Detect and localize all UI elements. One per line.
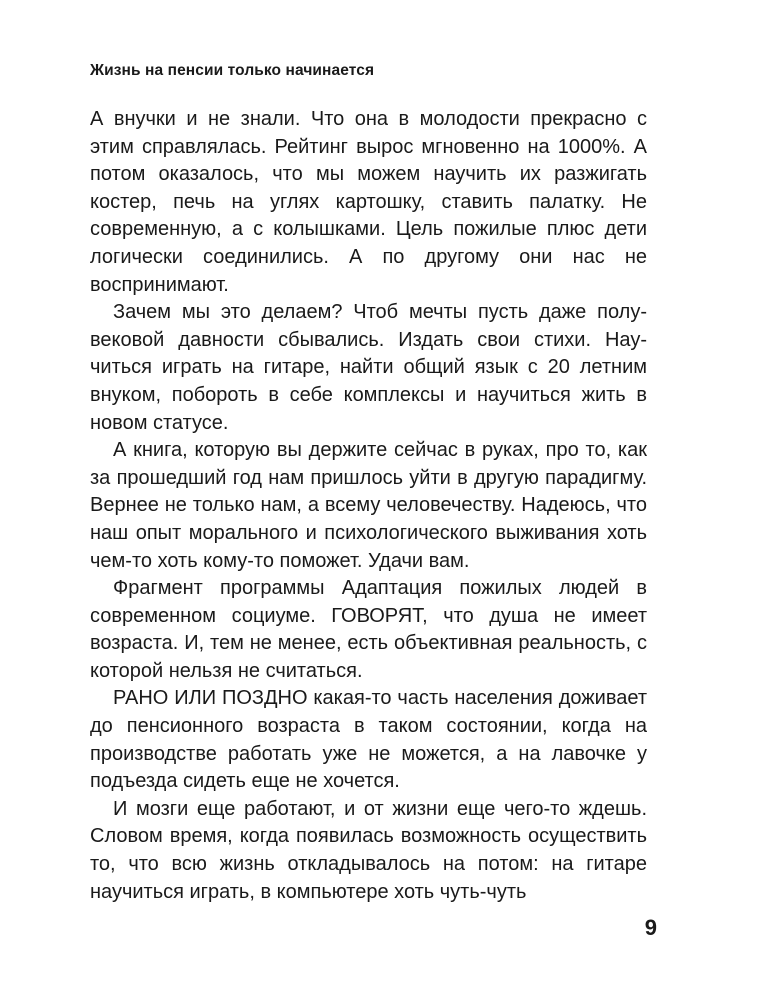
paragraph-5: РАНО ИЛИ ПОЗДНО какая-то часть населения доживает до пенсионного возраста в таком состоянии, когда на производстве работать уже не можется, а на лавочке у подъезда сидеть еще не хочется.: [90, 687, 647, 793]
paragraph-3: А книга, которую вы держите сейчас в руках, про то, как за прошедший год нам пришлось уйти в другую парадигму. Вернее не только нам, а всему человечеству. Надеюсь, что наш опыт морального и психологического выживания хоть чем-то хоть кому-то поможет. Удачи вам.: [90, 439, 647, 572]
running-header: Жизнь на пенсии только начинается: [90, 62, 375, 79]
paragraph-4: Фрагмент программы Адаптация пожилых людей в современном социуме. ГОВОРЯТ, что душа не имеет возраста. И, тем не менее, есть объективная реальность, с которой нельзя не считаться.: [90, 577, 647, 682]
page-number: 9: [644, 915, 657, 940]
body-text: [90, 106, 647, 906]
paragraph-6: И мозги еще работают, и от жизни еще чего-то ждешь. Словом время, когда появилась возможность осуществить то, что всю жизнь откладывалось на потом: на гитаре научиться играть, в компьютере хоть чуть-чуть: [90, 797, 647, 903]
paragraph-2: Зачем мы это делаем? Чтоб мечты пусть даже полувековой давности сбывались. Издать свои стихи. Научиться играть на гитаре, найти общий язык с 20 летним внуком, побороть в себе комплексы и научиться жить в новом статусе.: [90, 301, 647, 434]
paragraph-1: А внучки и не знали. Что она в молодости прекрасно с этим справлялась. Рейтинг вырос мгновенно на 1000%. А потом оказалось, что мы можем научить их разжигать костер, печь на углях картошку, ставить палатку. Не современную, а с колышками. Цель пожилые плюс дети логически соединились. А по другому они нас не воспринимают.: [90, 108, 647, 296]
